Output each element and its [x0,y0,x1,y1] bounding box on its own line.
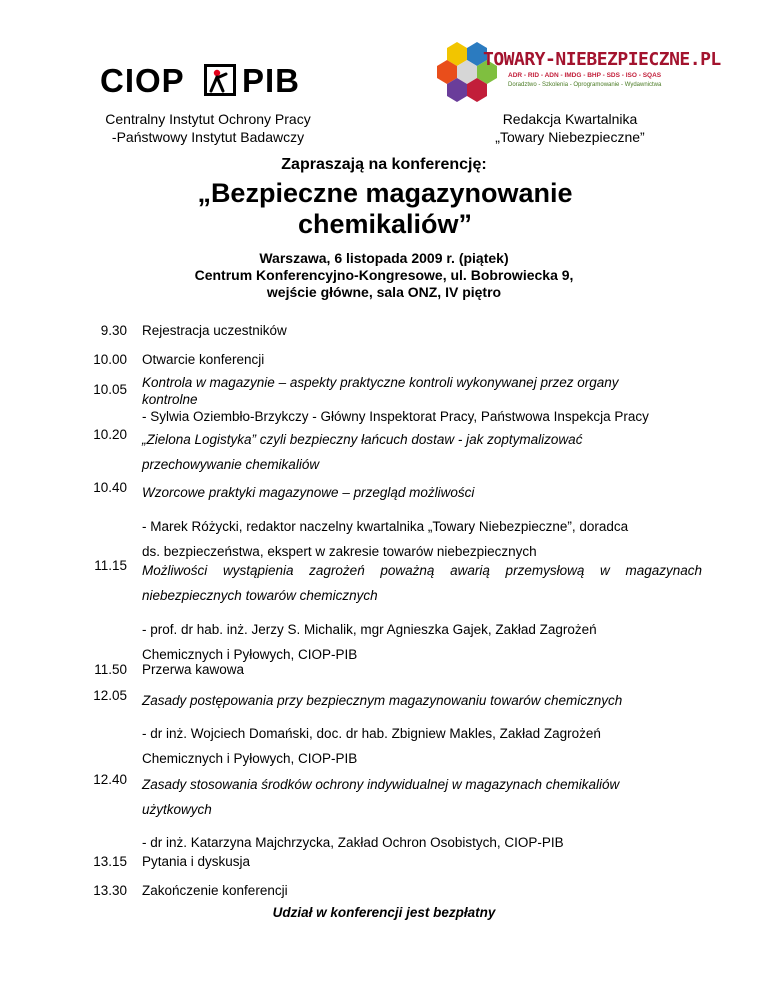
agenda-time: 10.40 [93,480,127,495]
agenda-item-body [142,688,702,771]
ciop-person-icon [204,64,236,96]
agenda-topic: użytkowych [142,802,212,817]
event-room: wejście główne, sala ONZ, IV piętro [266,284,502,300]
agenda-speakers: ds. bezpieczeństwa, ekspert w zakresie towarów niebezpiecznych [142,544,537,559]
agenda-time: 13.30 [93,883,127,898]
agenda-item-body [142,772,702,855]
tn-caption-line: Redakcja Kwartalnika [502,111,638,127]
agenda-item-body [142,480,702,564]
agenda-speakers: Chemicznych i Pyłowych, CIOP-PIB [142,751,358,766]
agenda-text: Przerwa kawowa [142,662,245,677]
agenda-speakers: - dr inż. Wojciech Domański, doc. dr hab. Zbigniew Makles, Zakład Zagrożeń [142,726,601,741]
agenda-time: 11.15 [94,558,127,573]
agenda-topic: Zasady postępowania przy bezpiecznym magazynowaniu towarów chemicznych [142,693,623,708]
invite-heading: Zapraszają na konferencję: [281,156,487,173]
event-date: Warszawa, 6 listopada 2009 r. (piątek) [259,250,509,266]
agenda-topic: Zasady stosowania środków ochrony indywidualnej w magazynach chemikaliów [142,777,620,792]
event-details [0,250,768,301]
header [0,40,768,145]
agenda-time: 11.50 [94,662,127,677]
agenda-item-body [142,558,702,667]
agenda-topic: niebezpiecznych towarów chemicznych [142,588,378,603]
agenda-text: Zakończenie konferencji [142,883,288,898]
agenda-speakers: Chemicznych i Pyłowych, CIOP-PIB [142,647,358,662]
agenda-speakers: - Marek Różycki, redaktor naczelny kwartalnika „Towary Niebezpieczne”, doradca [142,519,629,534]
ciop-pib-logo [100,62,305,100]
agenda-topic: Wzorcowe praktyki magazynowe – przegląd możliwości [142,485,475,500]
agenda-time: 12.05 [93,688,127,703]
agenda-time: 12.40 [93,772,127,787]
free-admission-note: Udział w konferencji jest bezpłatny [272,905,496,920]
agenda-speakers: - prof. dr hab. inż. Jerzy S. Michalik, mgr Agnieszka Gajek, Zakład Zagrożeń [142,622,597,637]
agenda-item-body [142,427,702,477]
tn-caption [450,110,690,146]
logo-title: TOWARY-NIEBEZPIECZNE.PL [483,49,721,70]
ciop-caption [83,110,333,146]
ciop-caption-line: -Państwowy Instytut Badawczy [111,129,305,145]
logo-subtitle-line: Doradztwo - Szkolenia - Oprogramowanie - Wydawnictwa [508,82,662,88]
logo-subtitle-line: ADR - RID - ADN - IMDG - BHP - SDS - ISO - SQAS [508,72,662,79]
agenda-topic: kontrolne [142,392,198,407]
agenda-topic: przechowywanie chemikaliów [142,457,320,472]
event-venue: Centrum Konferencyjno-Kongresowe, ul. Bobrowiecka 9, [194,267,574,283]
ciop-logo-left-text: CIOP [100,62,185,99]
conference-title [100,178,670,240]
title-line: chemikaliów” [297,209,473,239]
agenda-topic: Kontrola w magazynie – aspekty praktyczne kontroli wykonywanej przez organy [142,375,619,390]
agenda-speakers: - dr inż. Katarzyna Majchrzycka, Zakład Ochron Osobistych, CIOP-PIB [142,835,564,850]
agenda-topic: Możliwości wystąpienia zagrożeń poważną awarią przemysłową w magazynach [142,563,702,578]
agenda-text: Pytania i dyskusja [142,854,251,869]
agenda-time: 13.15 [93,854,127,869]
agenda-speakers: - Sylwia Oziembło-Brzykczy - Główny Inspektorat Pracy, Państwowa Inspekcja Pracy [142,409,649,424]
ciop-logo-right-text: PIB [242,62,301,99]
title-line: „Bezpieczne magazynowanie [197,178,573,208]
agenda-topic: „Zielona Logistyka” czyli bezpieczny łańcuch dostaw - jak zoptymalizować [142,432,583,447]
agenda-time: 10.00 [93,352,127,367]
ciop-caption-line: Centralny Instytut Ochrony Pracy [105,111,311,127]
agenda-text: Otwarcie konferencji [142,352,265,367]
agenda-time: 10.20 [93,427,127,442]
agenda-time: 9.30 [100,323,127,338]
towary-niebezpieczne-logo [437,40,721,102]
agenda-text: Rejestracja uczestników [142,323,287,338]
tn-caption-line: „Towary Niebezpieczne” [495,129,645,145]
agenda-item-body [142,374,702,425]
agenda-time: 10.05 [93,382,127,397]
